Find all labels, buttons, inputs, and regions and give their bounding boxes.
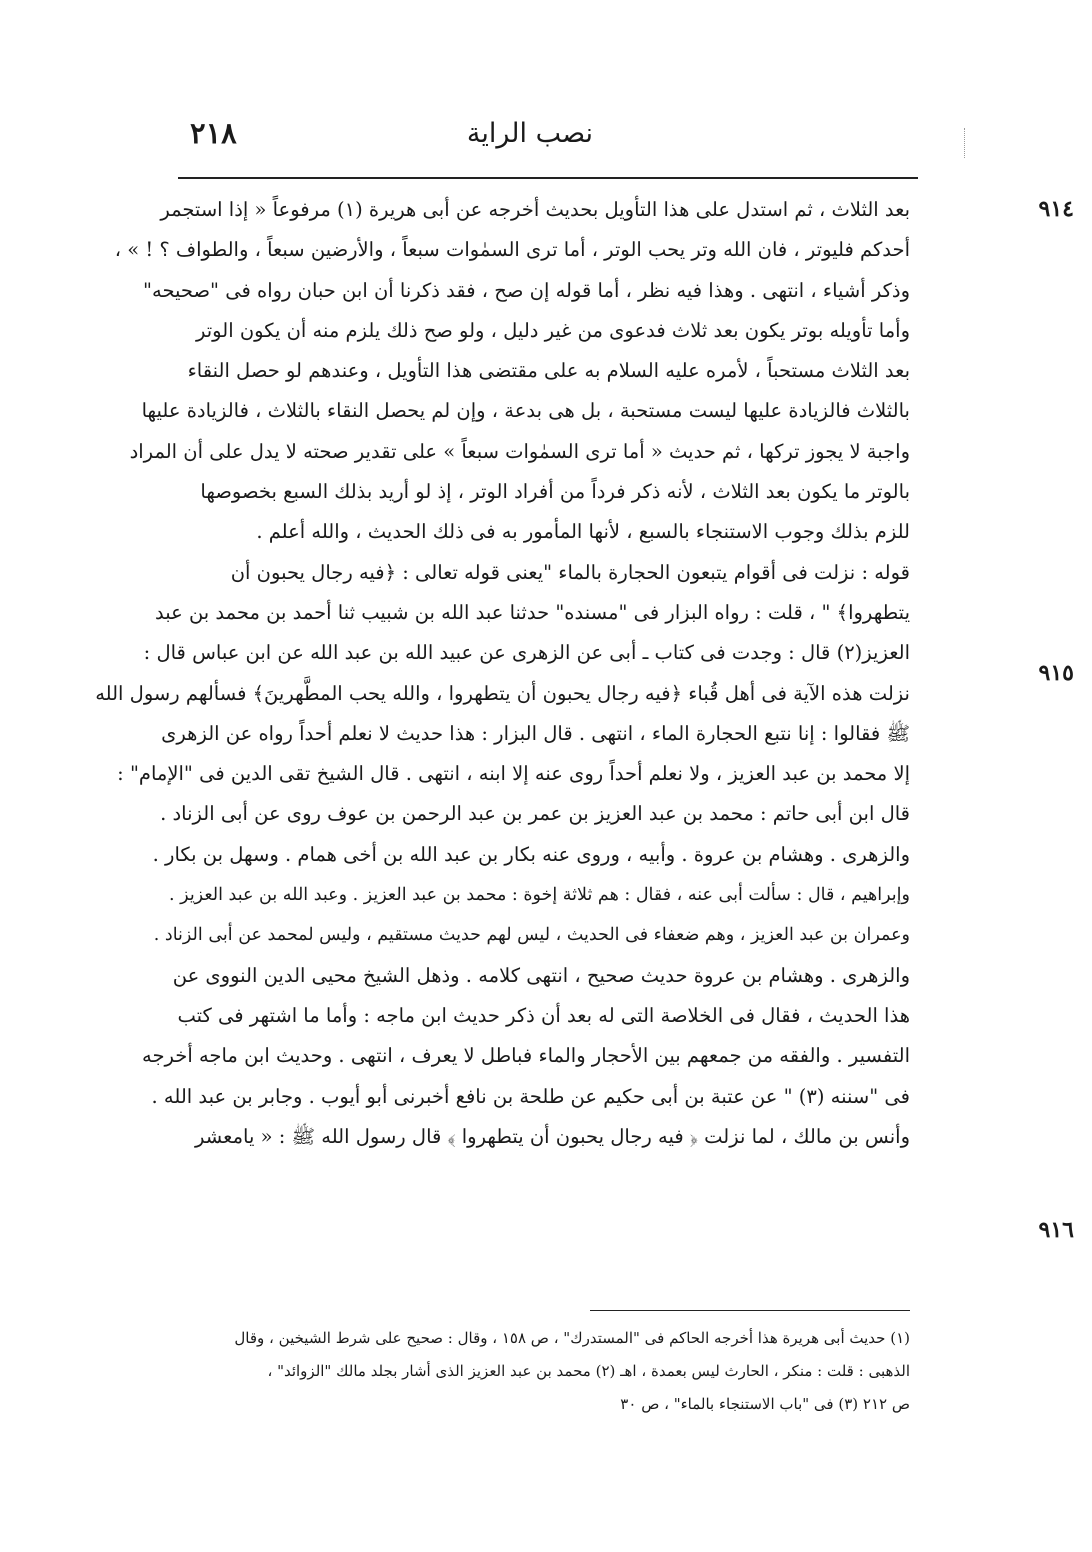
text-line: والزهرى . وهشام بن عروة حديث صحيح ، انتهى كلامه . وذهل الشيخ محيى الدين النووى عن	[172, 963, 910, 987]
text-line: واجبة لا يجوز تركها ، ثم حديث « أما ترى السمٰوات سبعاً » على تقدير صحته لا يدل على أن المراد	[129, 439, 910, 463]
text-line: بالثلاث فالزيادة عليها ليست مستحبة ، بل هى بدعة ، وإن لم يحصل النقاء بالثلاث ، فالزيادة عليها	[141, 399, 910, 423]
text-line: نزلت هذه الآية فى أهل قُباء ﴿فيه رجال يحبون أن يتطهروا ، والله يحب المطَّهرينَ﴾ فسألهم رسول الله	[95, 681, 910, 705]
text-line: بالوتر ما يكون بعد الثلاث ، لأنه ذكر فرداً من أفراد الوتر ، إذ لو أريد بذلك السبع بخصوصها	[200, 480, 910, 504]
text-line: العزيز(٢) قال : وجدت فى كتاب ـ أبى عن الزهرى عن عبيد الله بن عبد الله عن ابن عباس قال :	[143, 641, 910, 665]
footnote-line: الذهبى : قلت : منكر ، الحارث ليس بعمدة ، اهـ (٢) محمد بن عبد العزيز الذى أشار بجلد مالك "الزوائد" ،	[267, 1362, 910, 1380]
text-line: بعد الثلاث مستحباً ، لأمره عليه السلام به على مقتضى هذا التأويل ، وعندهم لو حصل النقاء	[187, 359, 910, 383]
header-divider	[178, 177, 918, 179]
page-number: ٢١٨	[190, 116, 237, 150]
page-header	[190, 116, 910, 166]
page-edge-mark	[958, 128, 965, 158]
text-line: قوله : نزلت فى أقوام يتبعون الحجارة بالماء "يعنى قوله تعالى : ﴿فيه رجال يحبون أن	[230, 560, 910, 584]
footnotes	[90, 1322, 910, 1421]
text-line: والزهرى . وهشام بن عروة . وأبيه ، وروى عنه بكار بن عبد الله بن أخى همام . وسهل بن بكار .	[152, 842, 910, 866]
text-line: بعد الثلاث ، ثم استدل على هذا التأويل بحديث أخرجه عن أبى هريرة (١) مرفوعاً « إذا استجمر	[160, 198, 910, 221]
text-line: وأما تأويله بوتر يكون بعد ثلاث فدعوى من غير دليل ، ولو صح ذلك يلزم منه أن يكون الوتر	[196, 318, 910, 342]
text-line: التفسير . والفقه من جمعهم بين الأحجار والماء فباطل لا يعرف ، انتهى . وحديث ابن ماجه أخرجه	[142, 1044, 910, 1068]
text-line: فى "سننه (٣) " عن عتبة بن أبى حكيم عن طلحة بن نافع أخبرنى أبو أيوب . وجابر بن عبد الله .	[151, 1084, 910, 1108]
hadith-number: ٩١٥	[1038, 660, 1074, 686]
text-line: وذكر أشياء ، انتهى . وهذا فيه نظر ، أما قوله إن صح ، فقد ذكرنا أن ابن حبان رواه فى "صحيحه"	[143, 278, 910, 302]
text-line: وأنس بن مالك ، لما نزلت ﴿ فيه رجال يحبون أن يتطهروا ﴾ قال رسول الله ﷺ : « يامعشر	[195, 1124, 910, 1148]
hadith-number: ٩١٦	[1038, 1217, 1074, 1243]
text-line: وإبراهيم ، قال : سألت أبى عنه ، فقال : هم ثلاثة إخوة : محمد بن عبد العزيز . وعبد الله بن عبد العزيز .	[169, 885, 910, 906]
text-line: قال ابن أبى حاتم : محمد بن عبد العزيز بن عمر بن عبد الرحمن بن عوف روى عن أبى الزناد .	[160, 802, 910, 826]
text-line: للزم بذلك وجوب الاستنجاء بالسبع ، لأنها المأمور به فى ذلك الحديث ، والله أعلم .	[256, 520, 910, 544]
text-line: هذا الحديث ، فقال فى الخلاصة التى له بعد أن ذكر حديث ابن ماجه : وأما ما اشتهر فى كتب	[177, 1003, 910, 1027]
footnote-line: ص ٢١٢ (٣) فى "باب الاستنجاء بالماء" ، ص ٣٠	[620, 1395, 910, 1413]
footnote-line: (١) حديث أبى هريرة هذا أخرجه الحاكم فى "المستدرك" ، ص ١٥٨ ، وقال : صحيح على شرط الشيخين ، وقال	[234, 1329, 910, 1347]
main-text	[90, 190, 910, 1157]
text-line: يتطهروا﴾ " ، قلت : رواه البزار فى "مسنده" حدثنا عبد الله بن شبيب ثنا أحمد بن محمد بن عبد	[154, 600, 910, 624]
running-title: نصب الراية	[466, 118, 594, 149]
text-line: وعمران بن عبد العزيز ، وهم ضعفاء فى الحديث ، ليس لهم حديث مستقيم ، وليس لمحمد عن أبى الزناد .	[153, 925, 910, 946]
footnote-divider	[590, 1310, 910, 1311]
text-line: ﷺ فقالوا : إنا نتبع الحجارة الماء ، انتهى . قال البزار : هذا حديث لا نعلم أحداً رواه عن الزهرى	[161, 721, 910, 745]
text-line: إلا محمد بن عبد العزيز ، ولا نعلم أحداً روى عنه إلا ابنه ، انتهى . قال الشيخ تقى الدين فى "الإمام" :	[117, 762, 910, 786]
hadith-number: ٩١٤	[1038, 196, 1074, 222]
text-line: أحدكم فليوتر ، فان الله وتر يحب الوتر ، أما ترى السمٰوات سبعاً ، والأرضين سبعاً ، والطواف ؟ ! » ،	[114, 238, 910, 262]
